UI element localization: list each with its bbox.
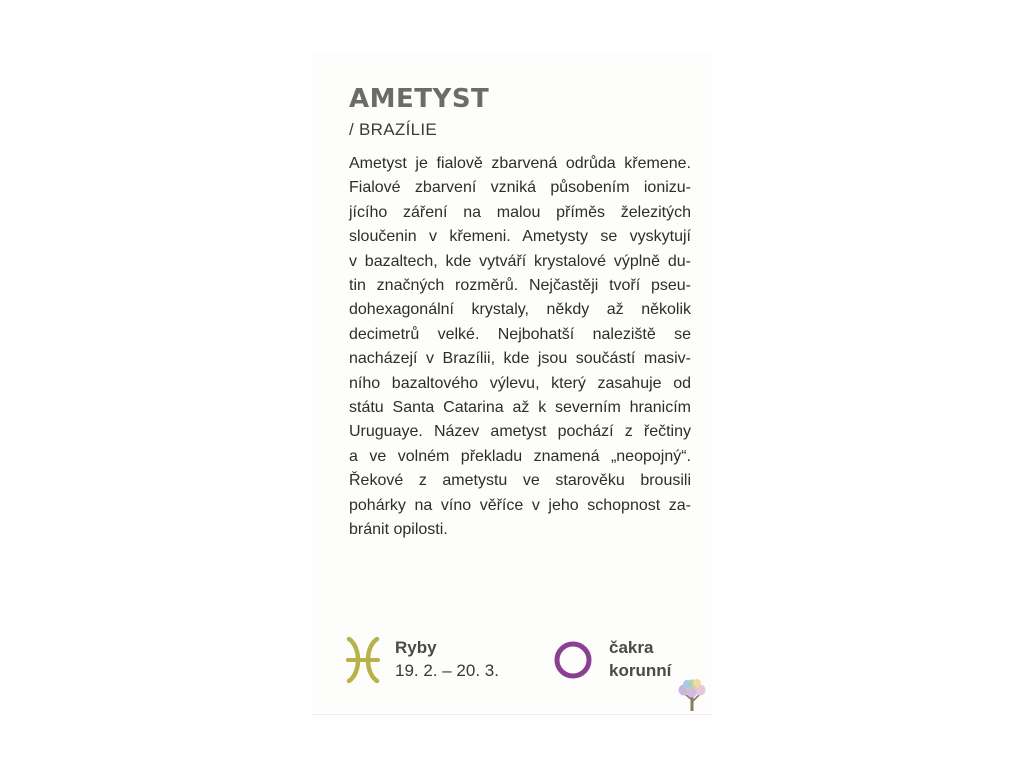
description-line: státu Santa Catarina až k severním hranicím [349, 399, 691, 417]
description-line: v bazaltech, kde vytváří krystalové výplně du- [349, 252, 691, 270]
tree-logo-icon [675, 678, 709, 712]
zodiac-name: Ryby [395, 638, 437, 657]
description-line: dohexagonální krystaly, někdy až několik [349, 301, 691, 319]
description-text [349, 152, 691, 543]
description-line: bránit opilosti. [349, 521, 448, 539]
description-line: Ametyst je fialově zbarvená odrůda křemene. [349, 155, 691, 172]
chakra-label: čakra [609, 638, 654, 657]
crown-chakra-circle-icon [553, 640, 593, 680]
pisces-symbol-icon [343, 637, 383, 683]
description-line: a ve volném překladu znamená „neopojný“. [349, 447, 691, 465]
description-line: jícího záření na malou příměs železitých [349, 203, 691, 221]
description-line: sloučenin v křemeni. Ametysty se vyskytují [349, 228, 691, 246]
description-line: tin značných rozměrů. Nejčastěji tvoří pseu- [349, 277, 691, 295]
description-line: decimetrů velké. Nejbohatší naleziště se [349, 325, 691, 343]
mineral-card [313, 52, 711, 715]
description-line: nacházejí v Brazílii, kde jsou součástí masiv- [349, 350, 691, 368]
description-line: Řekové z ametystu ve starověku brousili [349, 472, 691, 490]
description-line: Fialové zbarvení vzniká působením ionizu- [349, 179, 691, 197]
mineral-title: AMETYST [349, 84, 490, 114]
zodiac-dates: 19. 2. – 20. 3. [395, 661, 499, 680]
description-line: ního bazaltového výlevu, který zasahuje od [349, 374, 691, 392]
description-line: pohárky na víno věříce v jeho schopnost za- [349, 496, 691, 514]
chakra-type: korunní [609, 661, 672, 680]
origin-subtitle: / BRAZÍLIE [349, 120, 438, 139]
description-line: Uruguaye. Název ametyst pochází z řečtiny [349, 423, 691, 441]
